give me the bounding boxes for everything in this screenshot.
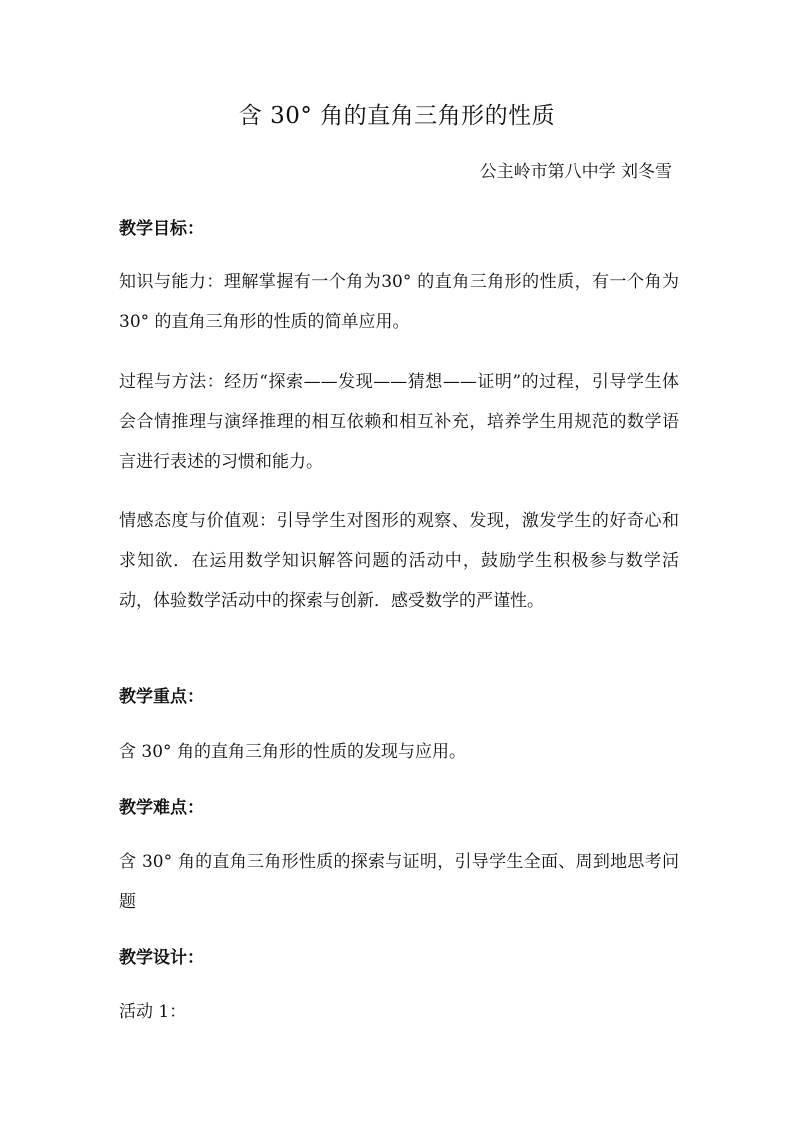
key-point-text: 含 30° 角的直角三角形的性质的发现与应用。 — [119, 742, 466, 762]
key-point-heading: 教学重点： — [119, 687, 204, 707]
difficulty-paragraph: 含 30° 角的直角三角形性质的探索与证明，引导学生全面、周到地思考问题 — [119, 852, 679, 912]
emotion-values-paragraph: 情感态度与价值观：引导学生对图形的观察、发现，激发学生的好奇心和求知欲．在运用数学知识解答问题的活动中，鼓励学生积极参与数学活动，体验数学活动中的探索与创新．感受数学的严谨性。 — [119, 511, 679, 611]
author-line: 公主岭市第八中学 刘冬雪 — [479, 162, 672, 182]
difficulty-heading: 教学难点： — [119, 798, 204, 818]
design-heading: 教学设计： — [119, 948, 204, 968]
knowledge-ability-paragraph: 知识与能力：理解掌握有一个角为30° 的直角三角形的性质，有一个角为 30° 的直角三角形的性质的简单应用。 — [119, 272, 679, 332]
activity-1-label: 活动 1： — [119, 1002, 187, 1022]
objectives-heading: 教学目标： — [119, 219, 204, 239]
process-method-paragraph: 过程与方法：经历“探索——发现——猜想——证明”的过程，引导学生体会合情推理与演绎推理的相互依赖和相互补充，培养学生用规范的数学语言进行表述的习惯和能力。 — [119, 372, 679, 472]
document-title: 含 30° 角的直角三角形的性质 — [238, 103, 556, 129]
